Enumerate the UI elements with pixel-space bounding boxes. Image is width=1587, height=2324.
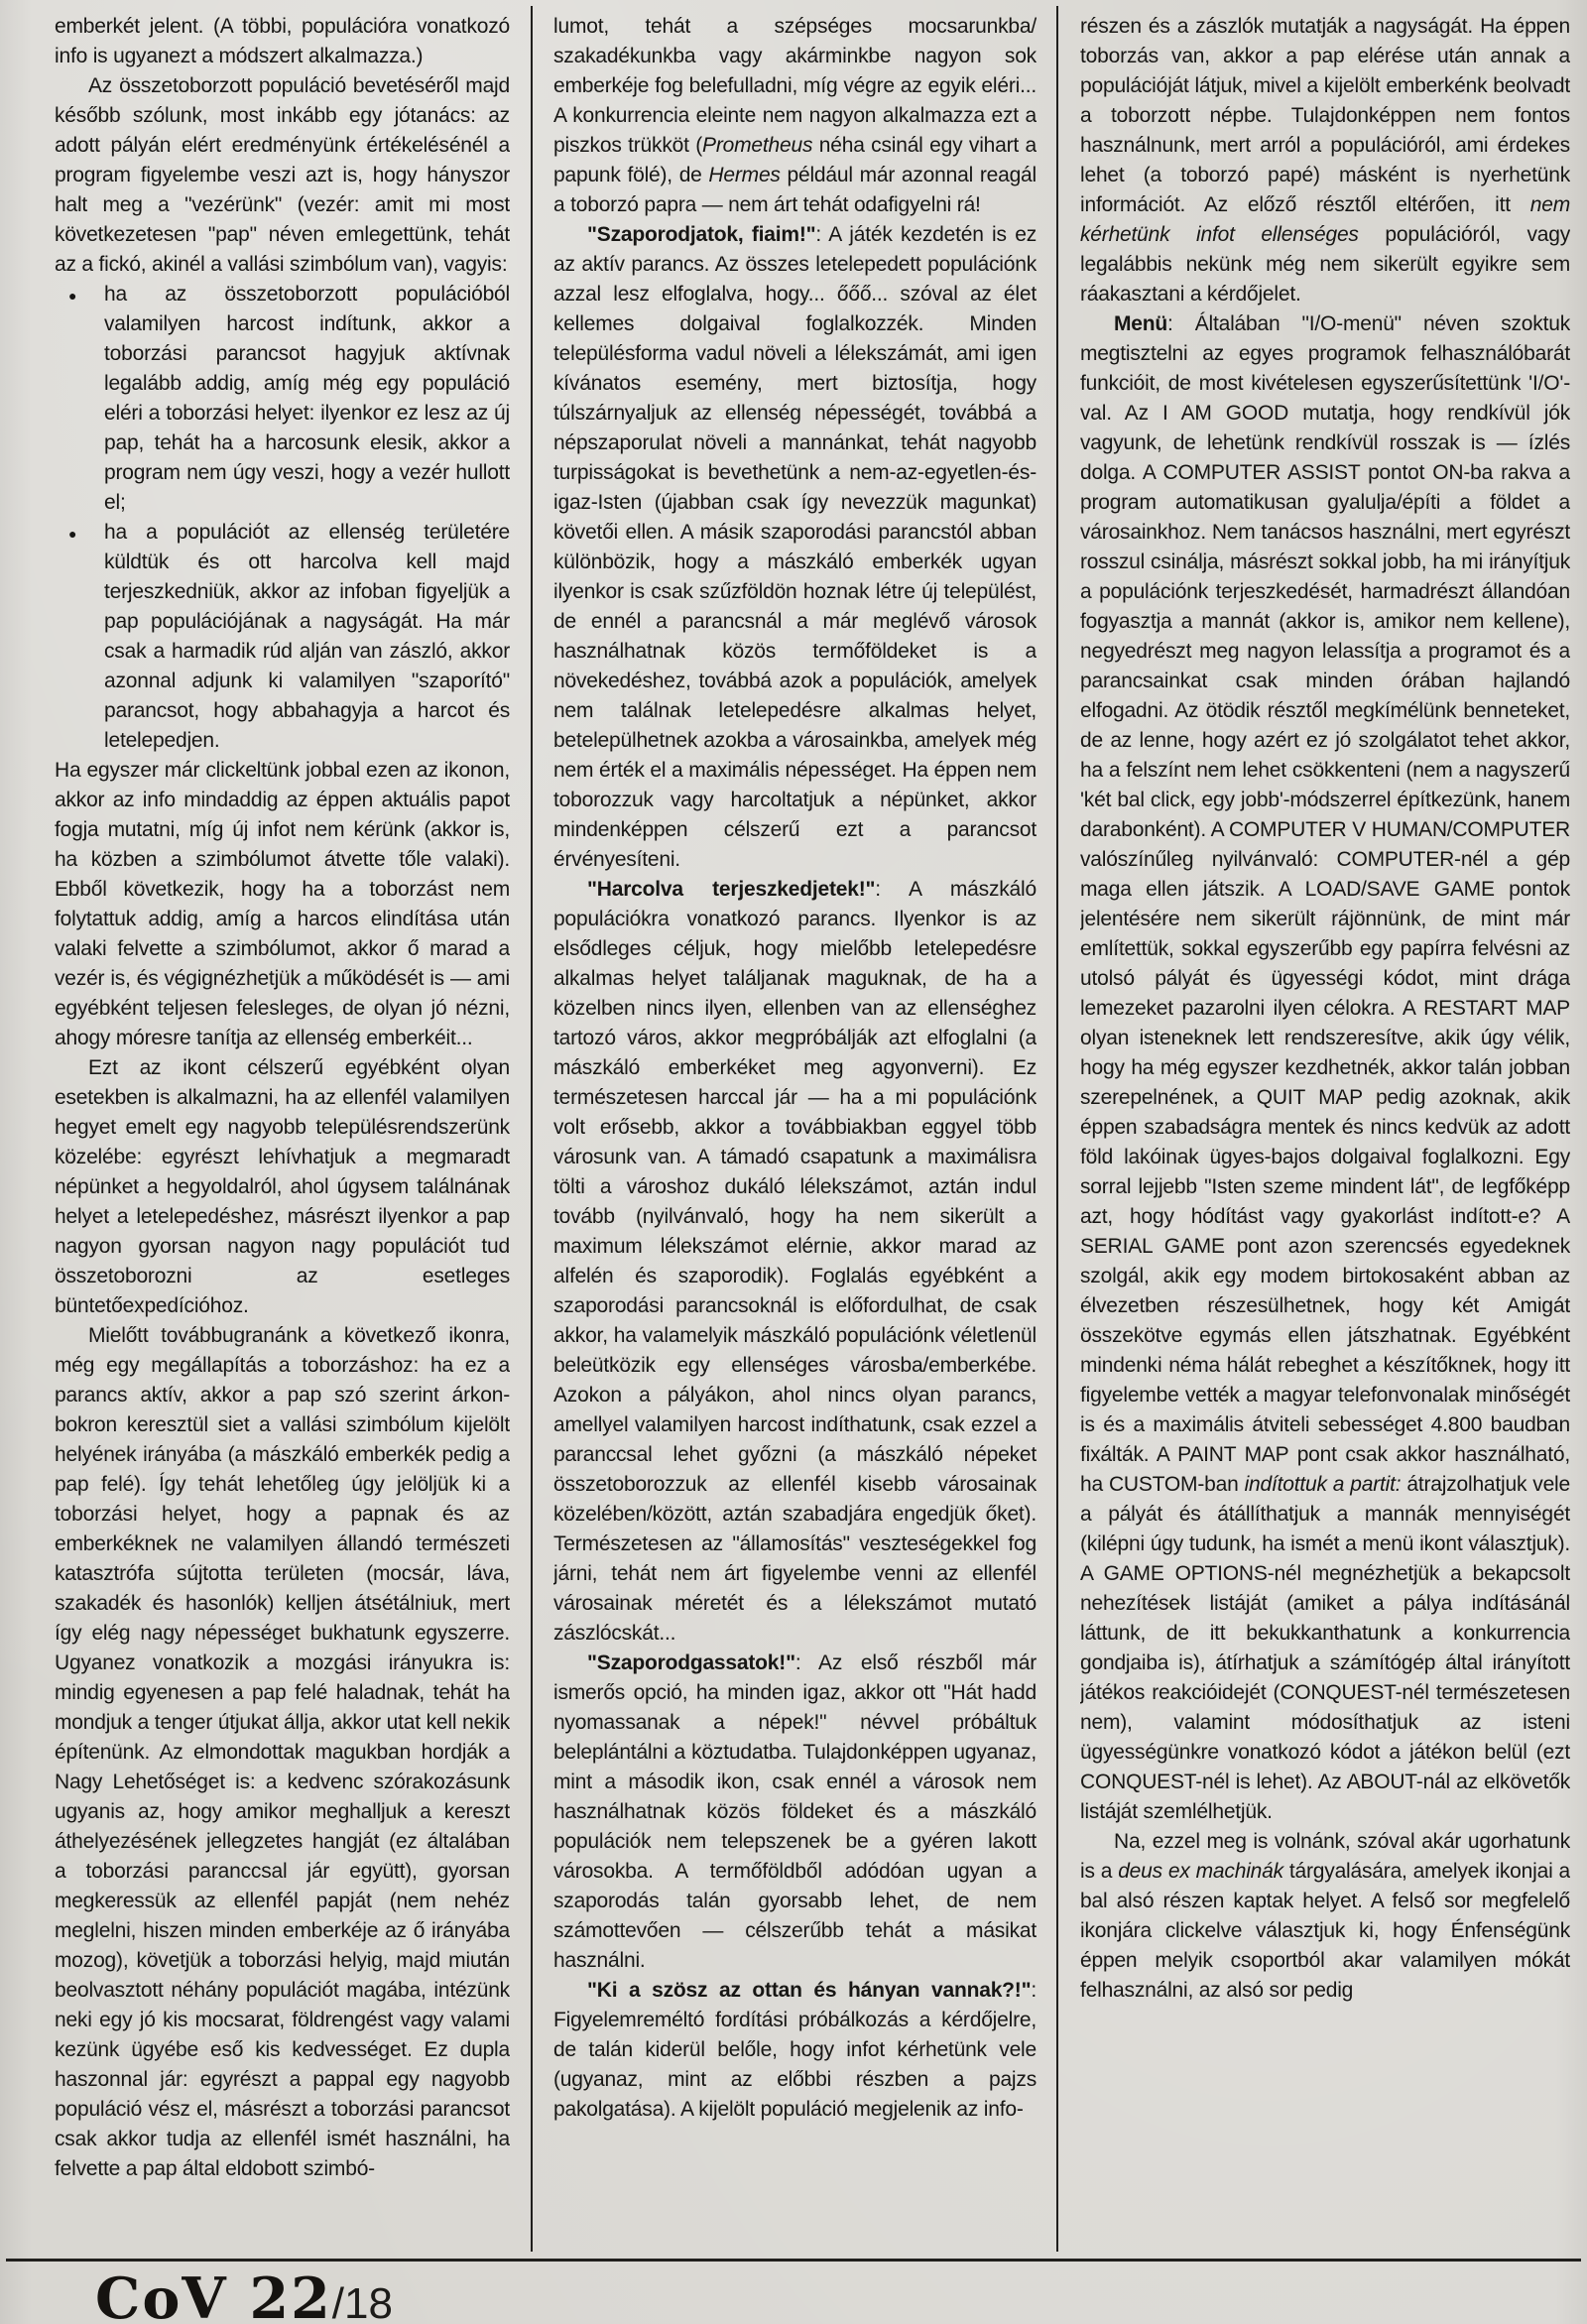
text-segment: deus ex machinák bbox=[1118, 1860, 1283, 1883]
paragraph bbox=[1080, 1827, 1570, 2006]
text-segment: indítottuk a partit: bbox=[1244, 1473, 1402, 1496]
text-segment: átrajzolhatjuk vele a pályát és átállíthatjuk a mannák mennyiségét (kilépni úgy tudunk, ha ismét a menü ikont választjuk). A GAME OPTIONS-nél megnézhetjük a bekapcsolt nehezítések listáját (amiket a pálya indításánál láttunk, de itt bekukkanthatunk a konkurrencia gondjaiba is), átírhatjuk a számítógép által irányított játékos reakcióidejét (CONQUEST-nél természetesen nem), valamint módosíthatjuk az isteni ügyességünkre vonatkozó kódot a játékon belül (ezt CONQUEST-nél is lehet). Az ABOUT-nál az elkövetők listáját szemlélhetjük. bbox=[1080, 1473, 1570, 1823]
text-segment: tárgyalására, amelyek ikonjai a bal alsó részen kaptak helyet. A felső sor megfelelő ikonjára clickelve választjuk ki, hogy Énfenségünk éppen melyik csoportból akar valamilyen mókát felhasználni, az alsó sor pedig bbox=[1080, 1860, 1570, 2002]
paragraph bbox=[55, 1321, 510, 2184]
text-segment: Menü bbox=[1114, 312, 1168, 335]
text-segment: : A mászkáló populációkra vonatkozó parancs. Ilyenkor is az elsődleges céljuk, hogy mielőbb letelepedésre alkalmas helyet találjanak maguknak, de ha a közelben nincs ilyen, ellenben van az ellenséghez tartozó város, akkor megpróbálják azt elfoglalni (a mászkáló emberkéket meg agyonverni). Ez természetesen harccal jár — ha a mi populációnk volt erősebb, akkor a továbbiakban eggyel több városunk van. A támadó csapatunk a maximálisra tölti a városhoz dukáló lélekszámot, aztán indul tovább (nyilvánvaló, hogy ha nem sikerült a maximum lélekszámot elérnie, akkor marad az alfelén és szaporodik). Foglalás egyébként a szaporodási parancsoknál is előfordulhat, de csak akkor, ha valamelyik mászkáló populációnk véletlenül beleütközik egy ellenséges városba/emberkébe. Azokon a pályákon, ahol nincs olyan parancs, amellyel valamilyen harcost indíthatunk, csak ezzel a paranccsal lehet győzni (a mászkáló népeket összetoborozzuk az ellenfél kisebb városainak közelében/között, aztán szabadjára engedjük őket). Természetesen az "államosítás" veszteségekkel fog járni, tehát nem árt figyelembe venni az ellenfél városainak méretét és a lélekszámot mutató zászlócskát... bbox=[553, 878, 1037, 1645]
text-segment: : A játék kezdetén is ez az aktív parancs. Az összes letelepedett populációnk azzal lesz elfoglalva, hogy... őőő... szóval az élet kellemes dolgaival foglalkozzék. Minden településforma vadul növeli a lélekszámát, ami igen kívánatos esemény, mert biztosítja, hogy túlszárnyaljuk az ellenség népességét, továbbá a népszaporulat növeli a mannánkat, tehát nagyobb turpisságokat is bevethetünk a nem-az-egyetlen-és-igaz-Isten (újabban csak így nevezzük magunkat) követői ellen. A másik szaporodási parancstól abban különbözik, hogy a mászkáló emberkék ugyan ilyenkor is csak szűzföldön hoznak létre új települést, de ennél a parancsnál a már meglévő városok használhatnak közös termőföldeket is a növekedéshez, továbbá azok a populációk, amelyek nem találnak letelepedésre alkalmas helyet, betelepülhetnek azokba a városainkba, amelyek még nem érték el a maximális népességet. Ha éppen nem toborozzuk vagy harcoltatjuk a népünket, akkor mindenképpen célszerű ezt a parancsot érvényesíteni. bbox=[553, 223, 1037, 871]
page-footer bbox=[95, 2265, 393, 2324]
paragraph bbox=[55, 756, 510, 1053]
text-segment: Az összetoborzott populáció bevetéséről majd később szólunk, most inkább egy jótanács: az adott pályán elért eredményünk értékelésénél a program figyelembe veszi azt is, hogy hányszor halt meg a "vezérünk" (vezér: amit mi most következetesen "pap" néven emlegettünk, tehát az a fickó, akinél a vallási szimbólum van), vagyis: bbox=[55, 74, 510, 276]
text-segment: : Általában "I/O-menü" néven szoktuk megtisztelni az egyes programok felhasználóbarát funkcióit, de most kivételesen egyszerűsítettünk 'I/O'-val. Az I AM GOOD mutatja, hogy rendkívül jók vagyunk, de lehetünk rendkívül rosszak is — ízlés dolga. A COMPUTER ASSIST pontot ON-ba rakva a program automatikusan gyalulja/építi a földet a városainkhoz. Nem tanácsos használni, mert egyrészt rosszul csinálja, másrészt sokkal jobb, ha mi irányítjuk a populációnk terjeszkedését, harmadrészt állandóan fogyasztja a mannát (akkor is, amikor nem kellene), negyedrészt meg nagyon lelassítja a programot és a parancsainkat csak minden órában hajlandó elfogadni. Az ötödik résztől megkímélünk benneteket, de az lenne, hogy azért ez jó szolgálatot tehet akkor, ha a felszínt nem lehet csökkenteni (nem a nagyszerű 'két bal click, egy jobb'-módszerrel építkezünk, hanem darabonként). A COMPUTER V HUMAN/COMPUTER valószínűleg nyilvánvaló: COMPUTER-nél a gép maga ellen játszik. A LOAD/SAVE GAME pontok jelentésére nem sikerült rájönnünk, de mint már említettük, sokkal egyszerűbb egy papírra felvésni az utolsó pályát és ügyességi kódot, mint drága lemezeket pazarolni ilyen célokra. A RESTART MAP olyan isteneknek lett rendszeresítve, akik úgy vélik, hogy ha még egyszer kezdhetnék, akkor talán jobban szerepelnének, a QUIT MAP pedig azoknak, akik éppen szabadságra mentek és nincs kedvük az adott föld lakóinak ügyes-bajos dolgaival foglalkozni. Egy sorral lejjebb "Isten szeme mindent lát", de legfőképp azt, hogy hódítást vagy gyakorlást indított-e? A SERIAL GAME pont azon szerencsés egyedeknek szolgál, akik egy modem birtokosaként abban az élvezetben részesülhetnek, hogy két Amigát összekötve egymás ellen játszhatnak. Egyébként mindenki néma hálát rebeghet a készítőknek, hogy itt figyelembe vették a magyar telefonvonalak minőségét is és a maximális átviteli sebességet 4.800 baudban fixálták. A PAINT MAP pont csak akkor használható, ha CUSTOM-ban bbox=[1080, 312, 1570, 1496]
text-segment: ha az összetoborzott populációból valamilyen harcost indítunk, akkor a toborzási parancsot hagyjuk aktívnak legalább addig, amíg még egy populáció eléri a toborzási helyet: ilyenkor ez lesz az új pap, tehát ha a harcosunk elesik, akkor a program nem úgy veszi, hogy a vezér hullott el; bbox=[104, 283, 510, 514]
text-segment: : Az első részből már ismerős opció, ha minden igaz, akkor ott "Hát hadd nyomassanak a népek!" névvel próbáltuk beleplántálni a köztudatba. Tulajdonképpen ugyanaz, mint a második ikon, csak ennél a városok nem használhatnak közös földeket és a mászkáló populációk nem telepszenek be a gyéren lakott városokba. A termőföldből adódóan ugyan a szaporodás talán gyorsabb lehet, de nem számottevően — célszerűbb tehát a másikat használni. bbox=[553, 1651, 1037, 1972]
text-segment: lumot, tehát a szépséges mocsarunkba/ szakadékunkba vagy akárminkbe nagyon sok emberkéje fog belefulladni, míg végre az egyik eléri... A konkurrencia eleinte nem nagyon alkalmazza ezt a piszkos trükköt ( bbox=[553, 15, 1037, 157]
text-segment: Mielőtt továbbugranánk a következő ikonra, még egy megállapítás a toborzáshoz: ha ez a parancs aktív, akkor a pap szó szerint árkon-bokron keresztül siet a vallási szimbólum kijelölt helyének irányába (a mászkáló emberkék pedig a pap felé). Így tehát lehetőleg úgy jelöljük ki a toborzási helyet, hogy a papnak és az emberkéknek ne valamilyen állandó természeti katasztrófa sújtotta területen (mocsár, láva, szakadék és hasonlók) kelljen átsétálniuk, mert így elég nagy népességet bukhatunk egyszerre. Ugyanez vonatkozik a mozgási irányukra is: mindig egyenesen a pap felé haladnak, tehát ha mondjuk a tenger útjukat állja, akkor utat kell nekik építenünk. Az elmondottak magukban hordják a Nagy Lehetőséget is: a kedvenc szórakozásunk ugyanis az, hogy amikor meghalljuk a kereszt áthelyezésének jellegzetes hangját (ez általában a toborzási paranccsal jár együtt), gyorsan megkeressük az ellenfél papját (nem nehéz meglelni, hiszen minden emberkéje az ő irányába mozog), követjük a toborzási helyig, majd miután beolvasztott néhány populációt magába, intézünk neki egy jó kis mocsarat, földrengést vagy valami kezünk ügyébe eső kis kedvességet. Ez dupla haszonnal jár: egyrészt a pappal egy nagyobb populáció vész el, másrészt a toborzási parancsot csak akkor tudja az ellenfél ismét használni, ha felvette a pap által eldobott szimbó- bbox=[55, 1324, 510, 2180]
text-segment: Prometheus bbox=[702, 134, 813, 157]
text-segment: ha a populációt az ellenség területére küldtük és ott harcolva kell majd terjeszkedniük, akkor az infoban figyeljük a pap populációjának a nagyságát. Ha már csak a harmadik rúd alján van zászló, akkor azonnal adjunk ki valamilyen "szaporító" parancsot, hogy abbahagyja a harcot és letelepedjen. bbox=[104, 521, 510, 752]
text-segment: részen és a zászlók mutatják a nagyságát. Ha éppen toborzás van, akkor a pap elérése után annak a populációját látjuk, mivel a kijelölt emberkénk beolvadt a toborzott népbe. Tulajdonképpen nem fontos használnunk, mert arról a populációról, ami érdekes lehet (a toborzó papé) másként is nyerhetünk információt. Az előző résztől eltérően, itt bbox=[1080, 15, 1570, 216]
text-segment: "Szaporodjatok, fiaim!" bbox=[587, 223, 816, 246]
bullet-list-item bbox=[55, 280, 510, 518]
footer-rule bbox=[6, 2259, 1581, 2262]
paragraph bbox=[55, 1053, 510, 1321]
paragraph bbox=[553, 875, 1037, 1649]
text-segment: populációról, vagy legalábbis nekünk még nem sikerült egyikre sem ráakasztani a kérdőjelet. bbox=[1080, 223, 1570, 306]
paragraph bbox=[55, 71, 510, 280]
text-segment: "Szaporodgassatok!" bbox=[587, 1651, 795, 1674]
paragraph bbox=[553, 1649, 1037, 1976]
text-segment: például már azonnal reagál a toborzó papra — nem árt tehát odafigyelni rá! bbox=[553, 164, 1037, 216]
magazine-title: CoV 22 bbox=[95, 2265, 332, 2324]
text-segment: nem kérhetünk infot ellenséges bbox=[1080, 193, 1570, 246]
column-divider-1 bbox=[531, 6, 533, 2252]
text-segment: emberkét jelent. (A többi, populációra vonatkozó info is ugyanezt a módszert alkalmazza.) bbox=[55, 15, 510, 67]
text-segment: Na, ezzel meg is volnánk, szóval akár ugorhatunk is a bbox=[1080, 1830, 1570, 1883]
text-column-3 bbox=[1080, 12, 1570, 2246]
text-segment: néha csinál egy vihart a papunk fölé), de bbox=[553, 134, 1037, 186]
paragraph bbox=[55, 12, 510, 71]
bullet-list-item bbox=[55, 518, 510, 756]
text-segment: Hermes bbox=[708, 164, 781, 186]
bullet-icon: ● bbox=[68, 288, 77, 304]
paragraph bbox=[1080, 309, 1570, 1827]
bullet-icon: ● bbox=[68, 526, 77, 542]
paragraph bbox=[553, 220, 1037, 875]
text-segment: "Ki a szösz az ottan és hányan vannak?!" bbox=[587, 1979, 1032, 2002]
text-segment: : Figyelemreméltó fordítási próbálkozás a kérdőjelre, de talán kiderül belőle, hogy infot kérhetünk vele (ugyanaz, mint az előbbi részben a pajzs pakolgatása). A kijelölt populáció megjelenik az info- bbox=[553, 1979, 1037, 2121]
paragraph bbox=[553, 12, 1037, 220]
text-column-2 bbox=[553, 12, 1037, 2246]
page-number: /18 bbox=[331, 2279, 393, 2324]
column-divider-2 bbox=[1056, 6, 1058, 2252]
text-segment: Ha egyszer már clickeltünk jobbal ezen az ikonon, akkor az info mindaddig az éppen aktuális papot fogja mutatni, míg új infot nem kérünk (akkor is, ha közben a szimbólumot átvette tőle valaki). Ebből következik, hogy ha a toborzást nem folytattuk addig, amíg a harcos elindítása után valaki felvette a szimbólumot, akkor ő marad a vezér is, és végignézhetjük a működését is — ami egyébként teljesen felesleges, de olyan jó nézni, ahogy móresre tanítja az ellenség emberkéit... bbox=[55, 759, 510, 1049]
text-segment: "Harcolva terjeszkedjetek!" bbox=[587, 878, 876, 901]
paragraph bbox=[553, 1976, 1037, 2125]
text-segment: Ezt az ikont célszerű egyébként olyan esetekben is alkalmazni, ha az ellenfél valamilyen hegyet emelt egy nagyobb településrendszerünk közelébe: egyrészt lehívhatjuk a megmaradt népünket a hegyoldalról, ahol úgysem találnának helyet a letelepedéshez, másrészt ilyenkor a pap nagyon gyorsan nagyon nagy populációt tud összetoborozni az esetleges büntetőexpedícióhoz. bbox=[55, 1056, 510, 1317]
text-column-1 bbox=[55, 12, 510, 2246]
paragraph bbox=[1080, 12, 1570, 309]
